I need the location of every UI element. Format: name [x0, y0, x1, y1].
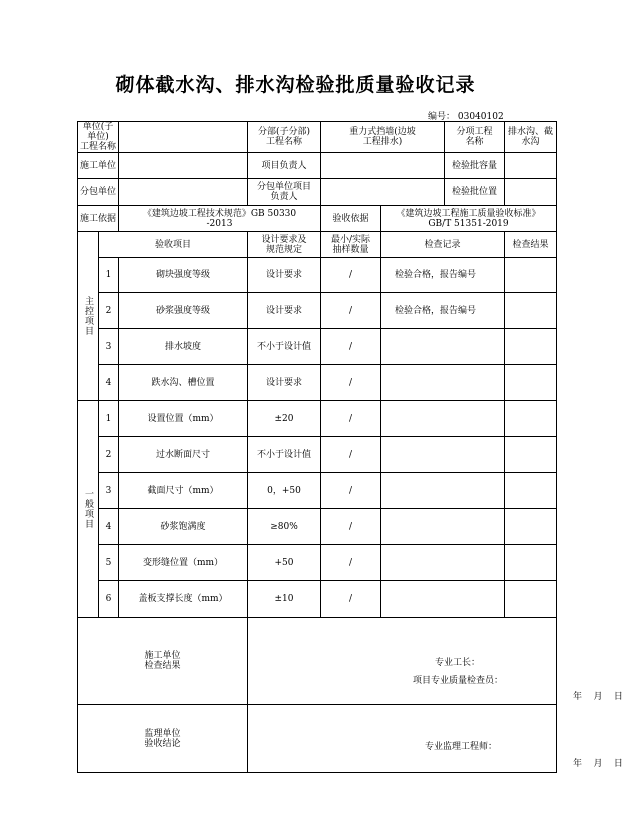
construct-unit-value[interactable]	[119, 153, 248, 179]
item-name-label: 分项工程 名称	[445, 122, 505, 153]
table-row	[78, 509, 557, 545]
row-item-name: 砂浆饱满度	[119, 509, 248, 545]
main-control-section-label: 主控项目	[78, 232, 99, 401]
row-number: 2	[99, 293, 119, 329]
header-row-project	[78, 122, 557, 153]
row-requirement: +50	[248, 545, 321, 581]
supervise-engineer-label: 专业监理工程师：	[425, 742, 498, 752]
row-result[interactable]	[505, 581, 557, 618]
row-record[interactable]	[381, 581, 505, 618]
row-record[interactable]	[381, 473, 505, 509]
subcontract-unit-value[interactable]	[119, 179, 248, 206]
row-number: 4	[99, 365, 119, 401]
row-sample[interactable]: /	[321, 437, 381, 473]
division-name-value[interactable]: 重力式挡墙(边坡 工程排水)	[321, 122, 445, 153]
batch-capacity-value[interactable]	[505, 153, 557, 179]
construct-check-area[interactable]	[248, 618, 623, 705]
row-result[interactable]	[505, 401, 557, 437]
row-result[interactable]	[505, 473, 557, 509]
row-result[interactable]	[505, 437, 557, 473]
row-requirement: 0，+50	[248, 473, 321, 509]
row-item-name: 砌块强度等级	[119, 258, 248, 293]
row-requirement: 不小于设计值	[248, 437, 321, 473]
row-sample[interactable]: /	[321, 581, 381, 618]
row-record[interactable]	[381, 329, 505, 365]
supervise-check-label: 监理单位 验收结论	[78, 705, 248, 773]
row-number: 5	[99, 545, 119, 581]
project-manager-label: 项目负责人	[248, 153, 321, 179]
row-item-name: 排水坡度	[119, 329, 248, 365]
row-record[interactable]	[381, 365, 505, 401]
row-sample[interactable]: /	[321, 473, 381, 509]
unit-name-value[interactable]	[119, 122, 248, 153]
project-manager-value[interactable]	[321, 153, 445, 179]
row-sample[interactable]: /	[321, 365, 381, 401]
row-record[interactable]: 检验合格，报告编号	[381, 293, 505, 329]
table-row	[78, 365, 557, 401]
construct-basis-value[interactable]: 《建筑边坡工程技术规范》GB 50330 -2013	[119, 206, 321, 232]
subcontract-pm-label: 分包单位项目 负责人	[248, 179, 321, 206]
row-sample[interactable]: /	[321, 401, 381, 437]
row-requirement: ±10	[248, 581, 321, 618]
division-name-label: 分部(子分部) 工程名称	[248, 122, 321, 153]
construct-check-row	[78, 618, 557, 705]
row-result[interactable]	[505, 365, 557, 401]
header-row-construct	[78, 153, 557, 179]
row-sample[interactable]: /	[321, 545, 381, 581]
construct-check-label: 施工单位 检查结果	[78, 618, 248, 705]
table-row	[78, 473, 557, 509]
general-section-label: 一般项目	[78, 401, 99, 618]
row-result[interactable]	[505, 509, 557, 545]
row-number: 2	[99, 437, 119, 473]
table-row	[78, 437, 557, 473]
construct-unit-label: 施工单位	[78, 153, 119, 179]
row-record[interactable]	[381, 545, 505, 581]
supervise-check-area[interactable]	[248, 705, 623, 773]
row-item-name: 砂浆强度等级	[119, 293, 248, 329]
supervise-date-label: 年 月 日	[573, 759, 623, 769]
acceptance-basis-label: 验收依据	[321, 206, 381, 232]
row-requirement: 设计要求	[248, 258, 321, 293]
row-result[interactable]	[505, 329, 557, 365]
supervise-check-row	[78, 705, 557, 773]
row-number: 1	[99, 258, 119, 293]
row-sample[interactable]: /	[321, 329, 381, 365]
row-item-name: 设置位置（mm）	[119, 401, 248, 437]
row-requirement: 设计要求	[248, 365, 321, 401]
row-requirement: 设计要求	[248, 293, 321, 329]
table-row	[78, 401, 557, 437]
row-record[interactable]: 检验合格，报告编号	[381, 258, 505, 293]
table-row	[78, 545, 557, 581]
row-requirement: ≥80%	[248, 509, 321, 545]
row-number: 3	[99, 329, 119, 365]
header-row-basis	[78, 206, 557, 232]
page-title: 砌体截水沟、排水沟检验批质量验收记录	[115, 74, 476, 96]
batch-position-label: 检验批位置	[445, 179, 505, 206]
column-header-row	[78, 232, 557, 258]
row-record[interactable]	[381, 437, 505, 473]
col-header-requirement: 设计要求及 规范规定	[248, 232, 321, 258]
form-code: 编号： 03040102	[428, 112, 504, 122]
row-item-name: 截面尺寸（mm）	[119, 473, 248, 509]
item-name-value[interactable]: 排水沟、截水沟	[505, 122, 557, 153]
batch-capacity-label: 检验批容量	[445, 153, 505, 179]
inspection-form	[77, 121, 623, 773]
row-requirement: ±20	[248, 401, 321, 437]
foreman-label: 专业工长：	[435, 658, 481, 668]
header-row-subcontract	[78, 179, 557, 206]
row-item-name: 盖板支撑长度（mm）	[119, 581, 248, 618]
table-row	[78, 329, 557, 365]
row-sample[interactable]: /	[321, 293, 381, 329]
row-number: 1	[99, 401, 119, 437]
subcontract-pm-value[interactable]	[321, 179, 445, 206]
row-sample[interactable]: /	[321, 258, 381, 293]
col-header-result: 检查结果	[505, 232, 557, 258]
construct-date-label: 年 月 日	[573, 692, 623, 702]
col-header-item: 验收项目	[99, 232, 248, 258]
row-requirement: 不小于设计值	[248, 329, 321, 365]
col-header-record: 检查记录	[381, 232, 505, 258]
unit-name-label: 单位(子单位) 工程名称	[78, 122, 119, 153]
row-number: 3	[99, 473, 119, 509]
row-record[interactable]	[381, 401, 505, 437]
table-row	[78, 581, 557, 618]
row-number: 6	[99, 581, 119, 618]
col-header-sample: 最小/实际 抽样数量	[321, 232, 381, 258]
table-row	[78, 293, 557, 329]
acceptance-basis-value[interactable]: 《建筑边坡工程施工质量验收标准》 GB/T 51351-2019	[381, 206, 557, 232]
quality-inspector-label: 项目专业质量检查员：	[413, 676, 504, 686]
row-item-name: 变形缝位置（mm）	[119, 545, 248, 581]
row-record[interactable]	[381, 509, 505, 545]
table-row	[78, 258, 557, 293]
row-item-name: 跌水沟、槽位置	[119, 365, 248, 401]
row-result[interactable]	[505, 545, 557, 581]
subcontract-unit-label: 分包单位	[78, 179, 119, 206]
row-number: 4	[99, 509, 119, 545]
row-result[interactable]	[505, 293, 557, 329]
row-sample[interactable]: /	[321, 509, 381, 545]
construct-basis-label: 施工依据	[78, 206, 119, 232]
batch-position-value[interactable]	[505, 179, 557, 206]
row-result[interactable]	[505, 258, 557, 293]
row-item-name: 过水断面尺寸	[119, 437, 248, 473]
